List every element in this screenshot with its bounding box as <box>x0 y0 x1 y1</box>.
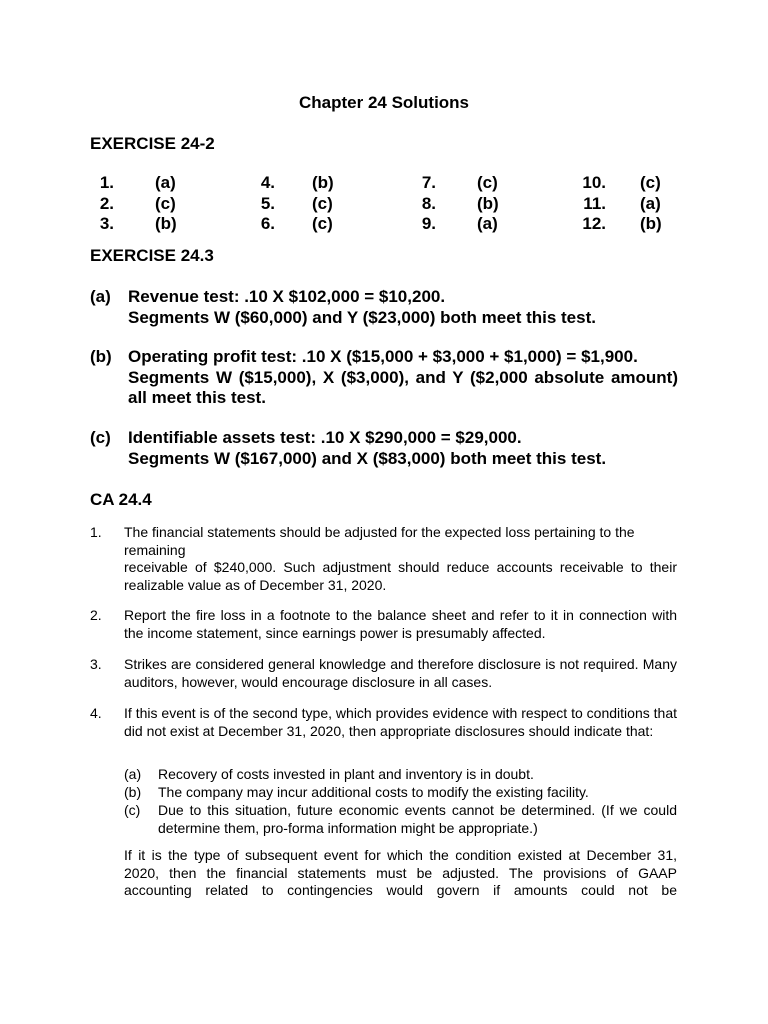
sub-list-item <box>124 766 677 784</box>
answer-number: 3. <box>99 214 114 233</box>
sub-item-label: (a) <box>124 766 142 782</box>
answer-choice: (c) <box>312 214 333 233</box>
answer-choice: (a) <box>477 214 498 233</box>
test-formula: Identifiable assets test: .10 X $290,000 = $29,000. <box>128 428 522 447</box>
item-label: (a) <box>90 287 111 306</box>
answer-number: 8. <box>421 193 436 213</box>
numbered-paragraph <box>90 607 677 642</box>
paragraph-text: receivable of $240,000. Such adjustment should reduce accounts receivable to their realizable value as of December 31, 2020. <box>124 559 677 593</box>
answer-choice: (a) <box>640 193 661 213</box>
test-formula: Revenue test: .10 X $102,000 = $10,200. <box>128 287 446 306</box>
numbered-paragraph <box>90 705 677 740</box>
answer-choice: (c) <box>312 193 333 213</box>
paragraph-number: 3. <box>90 656 102 672</box>
paragraph-text: If this event is of the second type, which provides evidence with respect to conditions that did not exist at December 31, 2020, then appropriate disclosures should indicate that: <box>124 705 677 739</box>
sub-list-item <box>124 784 677 802</box>
sub-item-label: (b) <box>124 784 142 800</box>
answer-number: 1. <box>99 173 114 192</box>
segment-test-item <box>90 347 678 409</box>
answer-number: 12. <box>582 214 606 233</box>
answer-row <box>90 214 690 235</box>
answer-number: 2. <box>99 193 114 213</box>
exercise-24-3-heading: EXERCISE 24.3 <box>90 246 214 265</box>
answer-number: 11. <box>583 193 606 213</box>
numbered-paragraph <box>90 524 677 594</box>
paragraph-number: 1. <box>90 524 102 540</box>
answer-number: 5. <box>260 193 275 213</box>
answer-choice: (a) <box>155 173 176 192</box>
answer-row <box>90 173 690 194</box>
paragraph-text: Strikes are considered general knowledge and therefore disclosure is not required. Many auditors, however, would encourage disclosure in all cases. <box>124 656 677 690</box>
item-label: (b) <box>90 347 112 366</box>
ca-24-4-heading: CA 24.4 <box>90 490 152 509</box>
answer-choice: (b) <box>640 214 662 233</box>
answer-choice: (b) <box>155 214 177 233</box>
sub-item-text: Recovery of costs invested in plant and inventory is in doubt. <box>158 766 534 782</box>
paragraph-text: Report the fire loss in a footnote to the balance sheet and refer to it in connection with the income statement, since earnings power is presumably affected. <box>124 607 677 641</box>
continuation-paragraph: If it is the type of subsequent event for which the condition existed at December 31, 2020, then the financial statements must be adjusted. The provisions of GAAP accounting related to contingencies would govern if amounts could not be <box>124 847 677 898</box>
answer-number: 9. <box>421 214 436 233</box>
test-result: Segments W ($167,000) and X ($83,000) both meet this test. <box>128 448 607 468</box>
paragraph-text: The financial statements should be adjusted for the expected loss pertaining to the remaining <box>124 524 635 558</box>
segment-test-item <box>90 287 678 328</box>
sub-list-item <box>124 802 677 837</box>
paragraph-number: 2. <box>90 607 102 623</box>
answer-number: 6. <box>260 214 275 233</box>
answer-choice: (b) <box>477 193 499 213</box>
answer-number: 10. <box>582 173 606 192</box>
answer-number: 4. <box>260 173 275 192</box>
sub-item-text: Due to this situation, future economic events cannot be determined. (If we could determine them, pro-forma information might be appropriate.) <box>158 802 677 836</box>
sub-item-label: (c) <box>124 802 141 818</box>
test-result: Segments W ($60,000) and Y ($23,000) both meet this test. <box>128 307 596 327</box>
exercise-24-2-heading: EXERCISE 24-2 <box>90 134 215 153</box>
answer-choice: (b) <box>312 173 334 192</box>
answer-number: 7. <box>421 173 436 192</box>
test-result: Segments W ($15,000), X ($3,000), and Y ($2,000 absolute amount) all meet this test. <box>128 367 678 407</box>
answer-choice: (c) <box>477 173 498 192</box>
answer-grid <box>90 173 690 235</box>
sub-item-text: The company may incur additional costs to modify the existing facility. <box>158 784 589 800</box>
test-formula: Operating profit test: .10 X ($15,000 + $3,000 + $1,000) = $1,900. <box>128 347 638 366</box>
answer-choice: (c) <box>155 193 176 213</box>
numbered-paragraph <box>90 656 677 691</box>
page-title: Chapter 24 Solutions <box>298 93 470 112</box>
answer-row <box>90 194 690 215</box>
segment-test-item <box>90 428 678 469</box>
paragraph-number: 4. <box>90 705 102 721</box>
item-label: (c) <box>90 428 111 447</box>
answer-choice: (c) <box>640 173 661 192</box>
